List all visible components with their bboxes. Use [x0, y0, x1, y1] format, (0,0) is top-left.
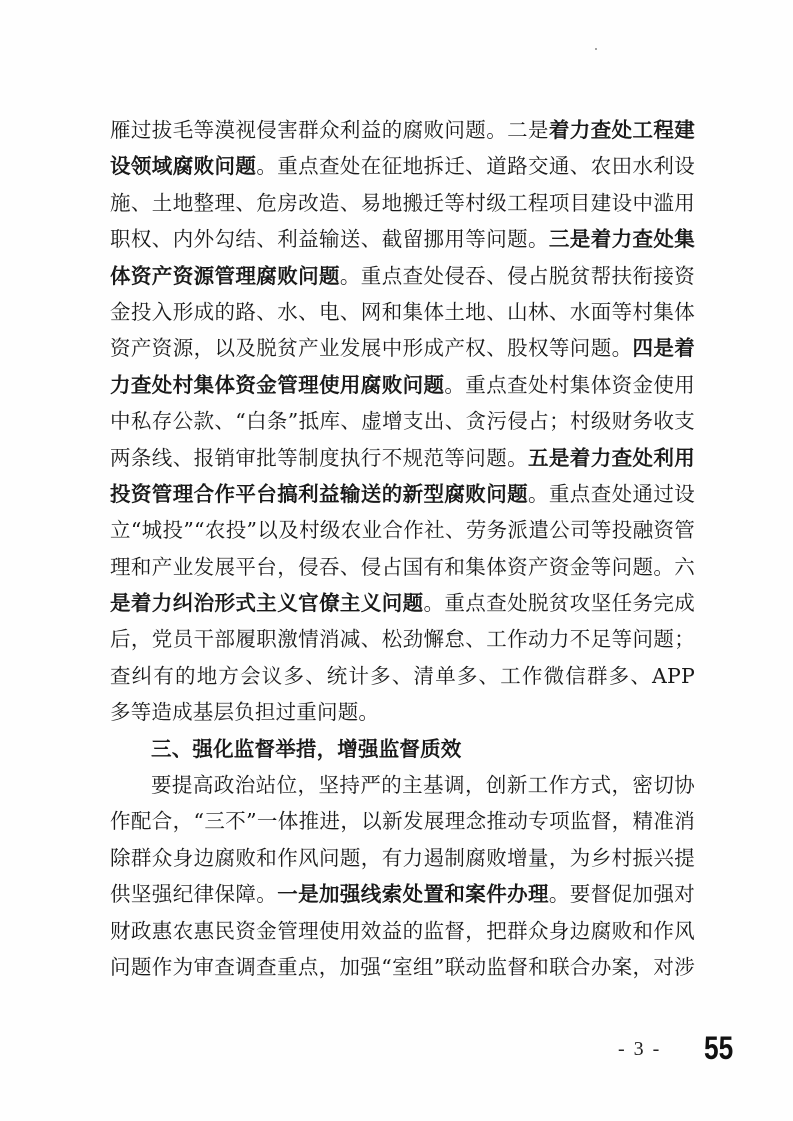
text-run: 。重点查处侵吞、侵占脱贫帮扶衔接资: [339, 263, 695, 288]
text-run: 。重点查处通过设: [528, 481, 695, 506]
paragraph-tasks: [110, 112, 695, 731]
text-line: [110, 549, 695, 585]
text-run: 资产资源，以及脱贫产业发展中形成产权、股权等问题。: [110, 336, 633, 361]
text-line: [110, 258, 695, 294]
text-run: 雁过拔毛等漠视侵害群众利益的腐败问题。二是: [110, 118, 549, 142]
text-run: 施、土地整理、危房改造、易地搬迁等村级工程项目建设中滥用: [110, 190, 695, 215]
bold-phrase: 体资产资源管理腐败问题: [110, 263, 340, 288]
text-run: 多等造成基层负担过重问题。: [110, 700, 380, 725]
page-number: - 3 -: [618, 1038, 662, 1060]
text-run: 要提高政治站位，坚持严的主基调，创新工作方式，密切协: [151, 773, 695, 798]
text-line: [110, 876, 695, 912]
text-line: [110, 403, 695, 439]
text-run: 除群众身边腐败和作风问题，有力遏制腐败增量，为乡村振兴提: [110, 845, 695, 870]
text-run: 问题作为审查调查重点，加强“室组”联动监督和联合办案，对涉: [110, 954, 695, 979]
text-line: [110, 148, 695, 184]
bold-phrase: 投资管理合作平台搞利益输送的新型腐败问题: [110, 481, 528, 506]
text-run: 财政惠农惠民资金管理使用效益的监督，把群众身边腐败和作风: [110, 918, 695, 943]
text-line: [110, 949, 695, 985]
bold-phrase: 是着力纠治形式主义官僚主义问题: [110, 591, 424, 616]
text-run: 职权、内外勾结、利益输送、截留挪用等问题。: [110, 227, 549, 252]
text-line: [110, 840, 695, 876]
paragraph-measures: [110, 767, 695, 985]
text-line: [110, 913, 695, 949]
text-line: [110, 294, 695, 330]
text-line: [110, 803, 695, 839]
text-run: 。要督促加强对: [548, 882, 695, 907]
text-line: [110, 767, 695, 803]
text-line: [110, 585, 695, 621]
text-line: [110, 440, 695, 476]
text-run: 。重点查处村集体资金使用: [444, 372, 696, 397]
text-run: 中私存公款、“白条”抵库、虚增支出、贪污侵占；村级财务收支: [110, 409, 695, 434]
bold-phrase: 力查处村集体资金管理使用腐败问题: [110, 372, 445, 397]
bold-phrase: 设领域腐败问题: [110, 154, 257, 179]
text-run: 。重点查处在征地拆迁、道路交通、农田水利设: [256, 154, 696, 179]
bold-phrase: 四是着: [632, 336, 695, 361]
bold-phrase: 一是加强线索处置和案件办理: [277, 882, 549, 907]
text-line: [110, 185, 695, 221]
bold-phrase: 着力查处工程建: [548, 118, 696, 142]
text-line: [110, 476, 695, 512]
text-line: [110, 658, 695, 694]
section-heading: 三、强化监督举措，增强监督质效: [151, 736, 462, 761]
bold-phrase: 五是着力查处利用: [528, 445, 695, 470]
text-run: 金投入形成的路、水、电、网和集体土地、山林、水面等村集体: [110, 299, 695, 324]
handwritten-page-stamp: 55: [704, 1030, 734, 1066]
text-run: 后，党员干部履职激情消减、松劲懈怠、工作动力不足等问题；: [110, 627, 695, 652]
text-run: 查纠有的地方会议多、统计多、清单多、工作微信群多、APP: [110, 663, 695, 688]
scan-speck: [595, 48, 597, 50]
text-run: 供坚强纪律保障。: [110, 882, 278, 907]
text-run: 作配合，“三不”一体推进，以新发展理念推动专项监督，精准消: [110, 809, 695, 834]
text-line: [110, 621, 695, 657]
bold-phrase: 三是着力查处集: [548, 227, 696, 252]
text-line: [110, 367, 695, 403]
text-run: 两条线、报销审批等制度执行不规范等问题。: [110, 445, 528, 470]
text-line: [110, 330, 695, 366]
text-run: 。重点查处脱贫攻坚任务完成: [423, 591, 695, 616]
text-line: [110, 694, 695, 730]
text-line: [110, 512, 695, 548]
text-line: [110, 112, 695, 148]
document-body: [110, 112, 695, 985]
text-run: 立“城投”“农投”以及村级农业合作社、劳务派遣公司等投融资管: [110, 518, 695, 543]
text-line: [110, 221, 695, 257]
text-run: 理和产业发展平台，侵吞、侵占国有和集体资产资金等问题。六: [110, 554, 695, 579]
